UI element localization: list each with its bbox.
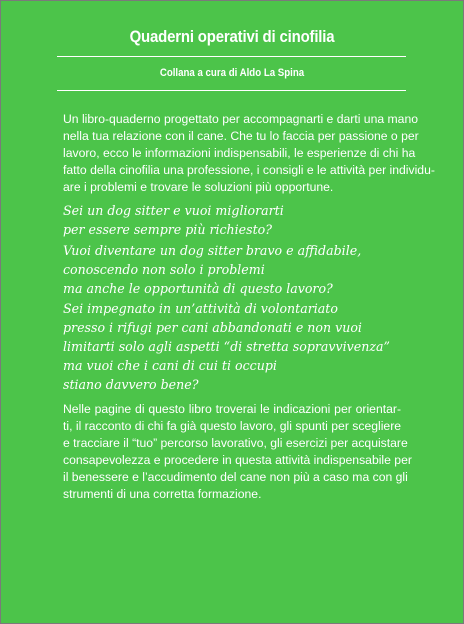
question-line: Sei impegnato in un’attività di volontariato (63, 301, 338, 316)
outro-line: ti, il racconto di chi fa già questo lavoro, gli spunti per scegliere (63, 419, 402, 433)
question-line: stiano davvero bene? (63, 377, 199, 392)
outro-line: strumenti di una corretta formazione. (63, 487, 262, 501)
question-dog-sitter-improve (63, 201, 408, 239)
outro-line: il benessere e l’accudimento del cane non più a caso ma con gli (63, 470, 408, 484)
intro-line: nella tua relazione con il cane. Che tu lo faccia per passione o per (63, 129, 419, 143)
outro-line: e tracciare il “tuo” percorso lavorativo, gli esercizi per acquistare (63, 436, 408, 450)
intro-line: are i problemi e trovare le soluzioni più opportune. (63, 180, 334, 194)
outro-line: Nelle pagine di questo libro troverai le indicazioni per orientar- (63, 402, 401, 416)
question-line: conoscendo non solo i problemi (63, 262, 265, 277)
question-line: ma vuoi che i cani di cui ti occupi (63, 358, 277, 373)
series-title: Quaderni operativi di cinofilia (129, 27, 335, 46)
question-line: Vuoi diventare un dog sitter bravo e affidabile, (63, 243, 362, 258)
question-volunteer-shelter (63, 299, 408, 394)
question-line: ma anche le opportunità di questo lavoro? (63, 281, 333, 296)
question-line: Sei un dog sitter e vuoi migliorarti (63, 203, 284, 218)
outro-paragraph (63, 401, 412, 503)
question-line: presso i rifugi per cani abbandonati e non vuoi (63, 320, 362, 335)
series-editor: Collana a cura di Aldo La Spina (159, 67, 305, 79)
outro-line: consapevolezza e procedere in questa attività indispensabile per (63, 453, 412, 467)
title-divider-top (57, 56, 406, 57)
intro-line: fatto della cinofilia una professione, i consigli e le attività per individu- (63, 163, 435, 177)
intro-paragraph (63, 111, 435, 196)
intro-line: lavoro, ecco le informazioni indispensabili, le esperienze di chi ha (63, 146, 416, 160)
question-line: limitarti solo agli aspetti “di stretta sopravvivenza” (63, 339, 390, 354)
question-become-dog-sitter (63, 241, 408, 298)
question-line: per essere sempre più richiesto? (63, 222, 272, 237)
title-divider-bottom (57, 90, 406, 91)
intro-line: Un libro-quaderno progettato per accompagnarti e darti una mano (63, 112, 419, 126)
